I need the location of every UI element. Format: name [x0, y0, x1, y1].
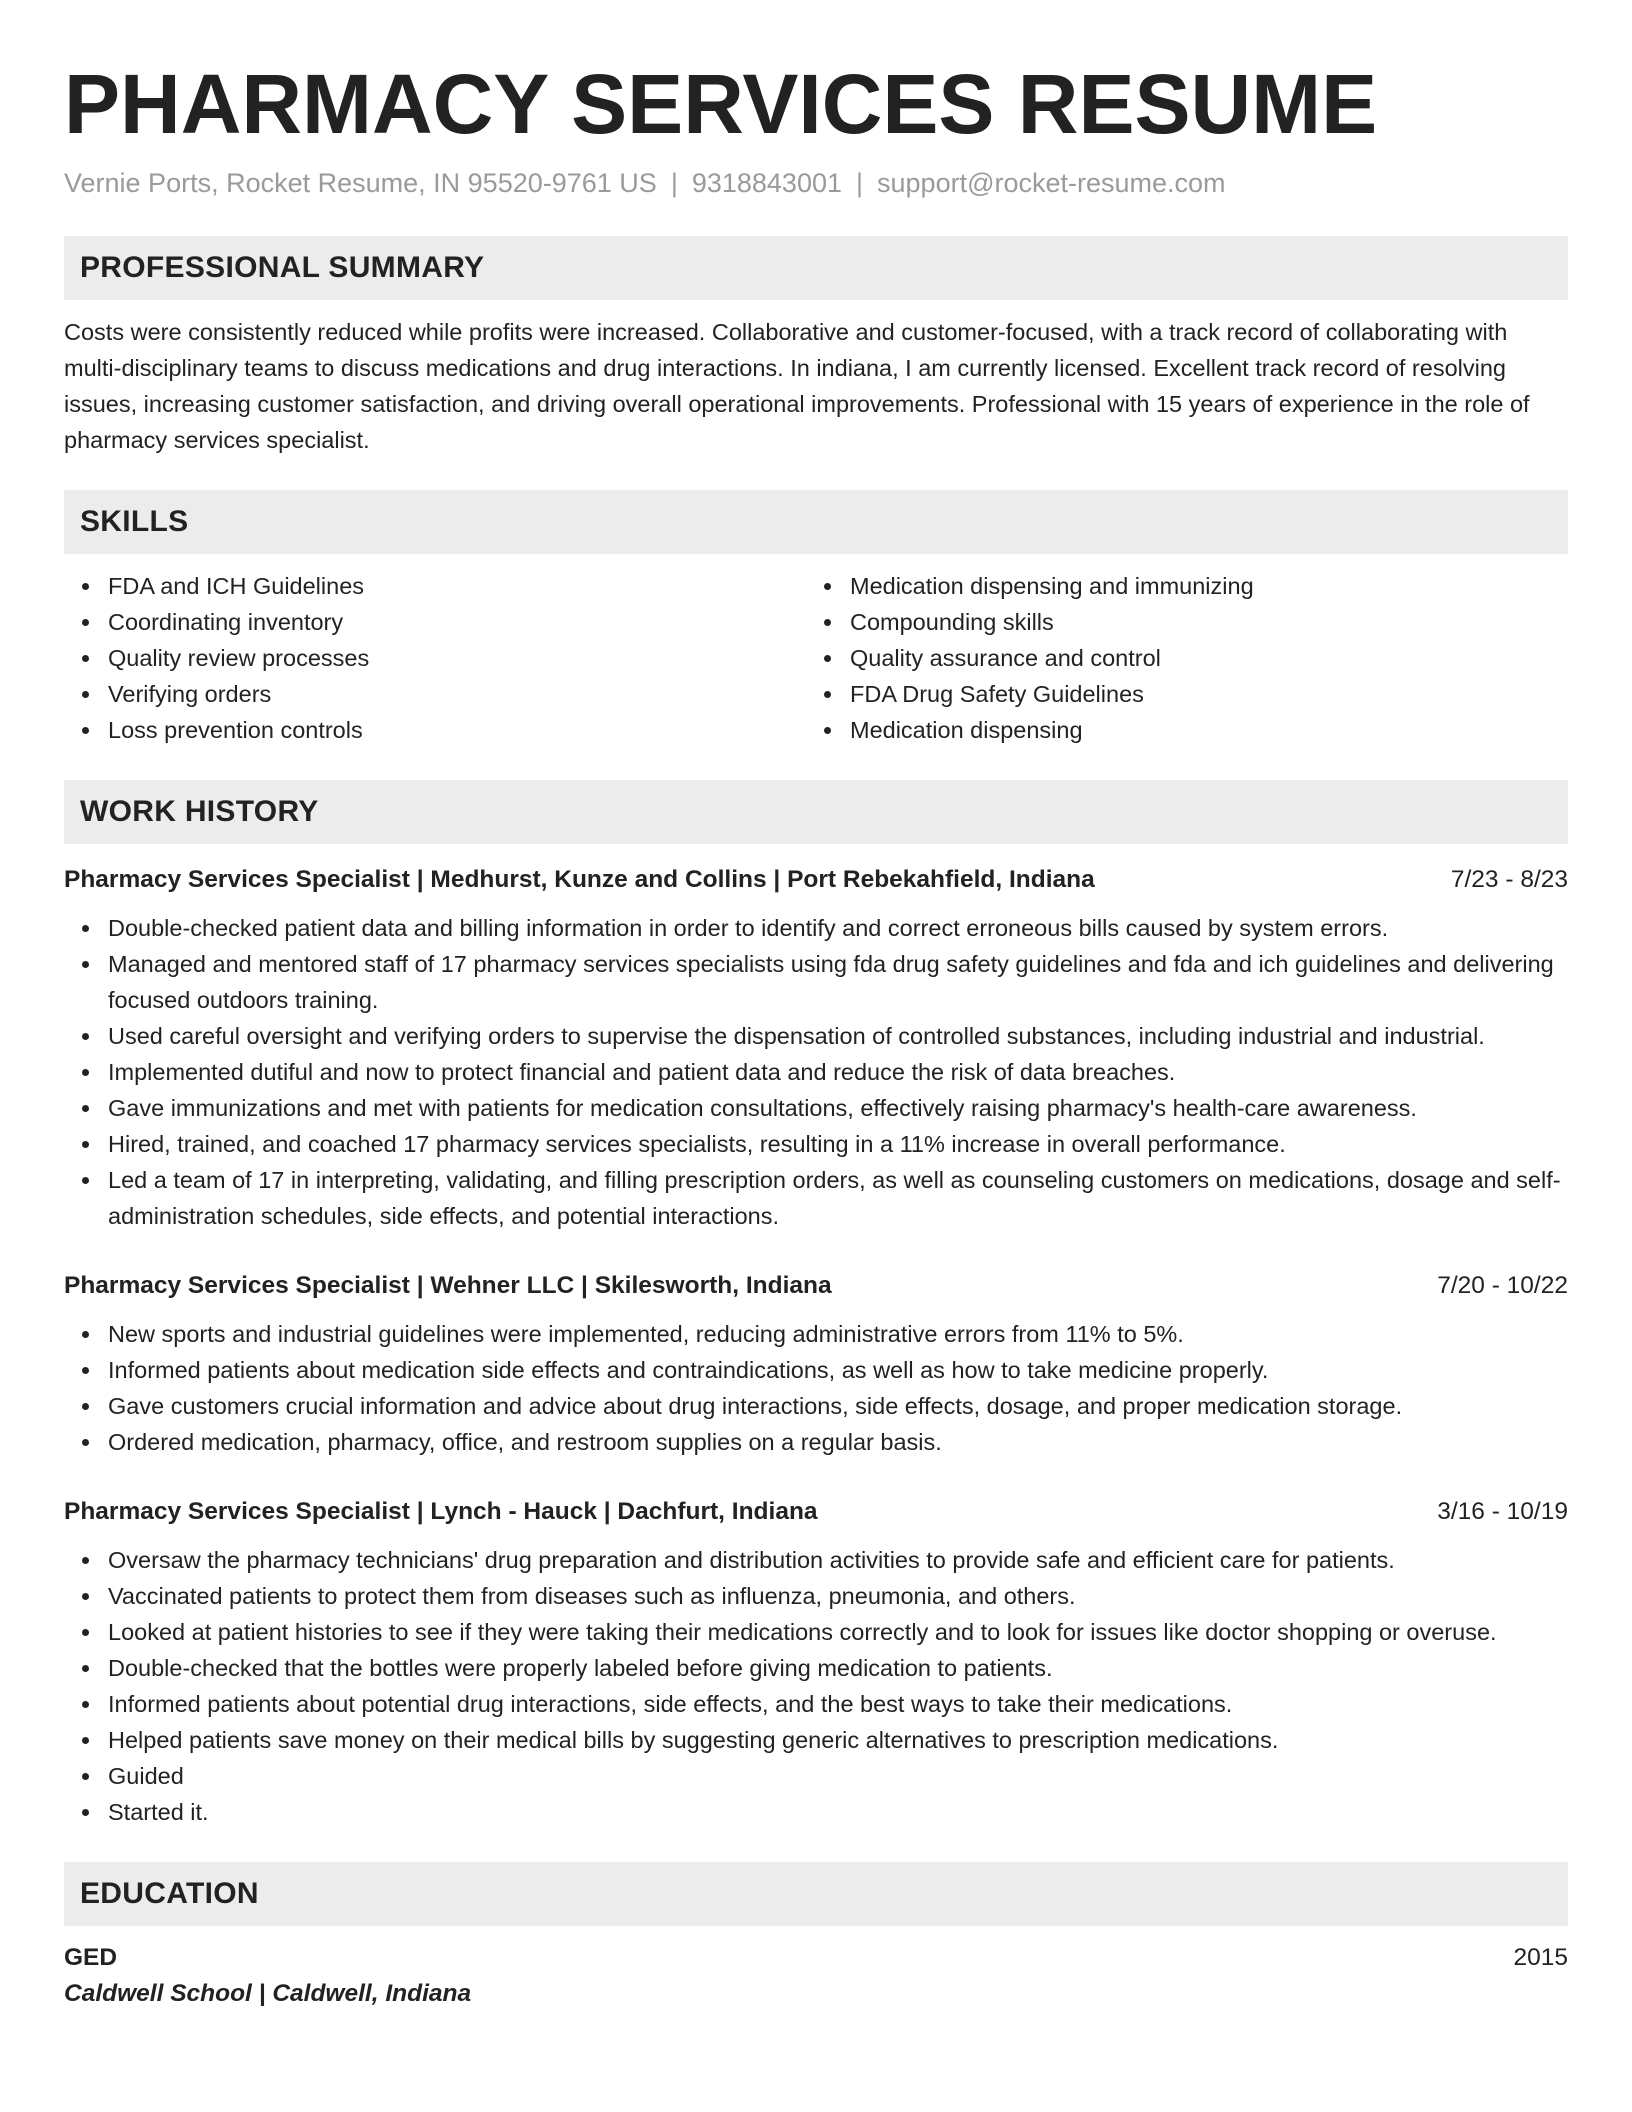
job-bullet: Started it.: [108, 1794, 1568, 1830]
job-bullets: [64, 1316, 1568, 1460]
job-header: [64, 862, 1568, 898]
skill-item: Quality assurance and control: [850, 640, 1548, 676]
job-bullet: Led a team of 17 in interpreting, validating, and filling prescription orders, as well as counseling customers on medications, dosage and self-administration schedules, side effects, and potential interactions.: [108, 1162, 1568, 1234]
skill-item: FDA Drug Safety Guidelines: [850, 676, 1548, 712]
job-header: [64, 1494, 1568, 1530]
contact-separator: |: [856, 168, 864, 198]
skill-item: Loss prevention controls: [108, 712, 806, 748]
job-bullets: [64, 910, 1568, 1234]
job-bullet: Oversaw the pharmacy technicians' drug preparation and distribution activities to provide safe and efficient care for patients.: [108, 1542, 1568, 1578]
job-bullet: Informed patients about medication side effects and contraindications, as well as how to take medicine properly.: [108, 1352, 1568, 1388]
job-date: 3/16 - 10/19: [1437, 1498, 1568, 1525]
job-title: Pharmacy Services Specialist | Lynch - Hauck | Dachfurt, Indiana: [64, 1498, 818, 1525]
job-bullet: Ordered medication, pharmacy, office, and restroom supplies on a regular basis.: [108, 1424, 1568, 1460]
resume-title: PHARMACY SERVICES RESUME: [64, 57, 1378, 151]
contact-email[interactable]: support@rocket-resume.com: [877, 168, 1226, 198]
skills-section: [64, 490, 1568, 748]
contact-line: [64, 166, 1568, 200]
skill-item: FDA and ICH Guidelines: [108, 568, 806, 604]
job-bullet: Double-checked patient data and billing information in order to identify and correct erroneous bills caused by system errors.: [108, 910, 1568, 946]
job-bullet: Informed patients about potential drug interactions, side effects, and the best ways to take their medications.: [108, 1686, 1568, 1722]
skills-column-right: [806, 568, 1548, 748]
resume-page: [64, 0, 1568, 2012]
skill-item: Medication dispensing: [850, 712, 1548, 748]
education-year: 2015: [1513, 1944, 1568, 1971]
job-bullet: New sports and industrial guidelines were implemented, reducing administrative errors from 11% to 5%.: [108, 1316, 1568, 1352]
job-bullet: Guided: [108, 1758, 1568, 1794]
summary-heading: PROFESSIONAL SUMMARY: [64, 236, 1568, 300]
skills-list: [64, 568, 1568, 748]
education-section: [64, 1862, 1568, 2012]
job-bullet: Double-checked that the bottles were properly labeled before giving medication to patients.: [108, 1650, 1568, 1686]
job-date: 7/23 - 8/23: [1450, 866, 1568, 893]
skill-item: Quality review processes: [108, 640, 806, 676]
skill-item: Coordinating inventory: [108, 604, 806, 640]
job-bullets: [64, 1542, 1568, 1830]
education-school: Caldwell School | Caldwell, Indiana: [64, 1980, 472, 2007]
skills-column-left: [64, 568, 806, 748]
contact-separator: |: [670, 168, 678, 198]
skills-heading: SKILLS: [64, 490, 1568, 554]
job-bullet: Helped patients save money on their medical bills by suggesting generic alternatives to prescription medications.: [108, 1722, 1568, 1758]
job-date: 7/20 - 10/22: [1437, 1272, 1568, 1299]
job-bullet: Gave immunizations and met with patients for medication consultations, effectively raising pharmacy's health-care awareness.: [108, 1090, 1568, 1126]
education-header: [64, 1940, 1568, 1976]
job-header: [64, 1268, 1568, 1304]
job-bullet: Hired, trained, and coached 17 pharmacy services specialists, resulting in a 11% increase in overall performance.: [108, 1126, 1568, 1162]
job-title: Pharmacy Services Specialist | Wehner LLC | Skilesworth, Indiana: [64, 1272, 832, 1299]
job-bullet: Vaccinated patients to protect them from diseases such as influenza, pneumonia, and others.: [108, 1578, 1568, 1614]
job-entry: [64, 862, 1568, 1234]
job-bullet: Gave customers crucial information and advice about drug interactions, side effects, dosage, and proper medication storage.: [108, 1388, 1568, 1424]
summary-section: [64, 236, 1568, 458]
contact-phone: 9318843001: [691, 168, 842, 198]
education-heading: EDUCATION: [64, 1862, 1568, 1926]
work-section: [64, 780, 1568, 1830]
summary-text: Costs were consistently reduced while profits were increased. Collaborative and customer-focused, with a track record of collaborating with multi-disciplinary teams to discuss medications and drug interactions. In indiana, I am currently licensed. Excellent track record of resolving issues, increasing customer satisfaction, and driving overall operational improvements. Professional with 15 years of experience in the role of pharmacy services specialist.: [64, 319, 1530, 453]
job-bullet: Implemented dutiful and now to protect financial and patient data and reduce the risk of data breaches.: [108, 1054, 1568, 1090]
skill-item: Verifying orders: [108, 676, 806, 712]
skill-item: Compounding skills: [850, 604, 1548, 640]
job-bullet: Used careful oversight and verifying orders to supervise the dispensation of controlled substances, including industrial and industrial.: [108, 1018, 1568, 1054]
job-entry: [64, 1494, 1568, 1830]
job-bullet: Looked at patient histories to see if they were taking their medications correctly and to look for issues like doctor shopping or overuse.: [108, 1614, 1568, 1650]
education-degree: GED: [64, 1944, 118, 1971]
work-heading: WORK HISTORY: [64, 780, 1568, 844]
skill-item: Medication dispensing and immunizing: [850, 568, 1548, 604]
job-bullet: Managed and mentored staff of 17 pharmacy services specialists using fda drug safety guidelines and fda and ich guidelines and delivering focused outdoors training.: [108, 946, 1568, 1018]
job-title: Pharmacy Services Specialist | Medhurst, Kunze and Collins | Port Rebekahfield, Indiana: [64, 866, 1095, 893]
contact-address: Vernie Ports, Rocket Resume, IN 95520-9761 US: [64, 168, 657, 198]
job-entry: [64, 1268, 1568, 1460]
